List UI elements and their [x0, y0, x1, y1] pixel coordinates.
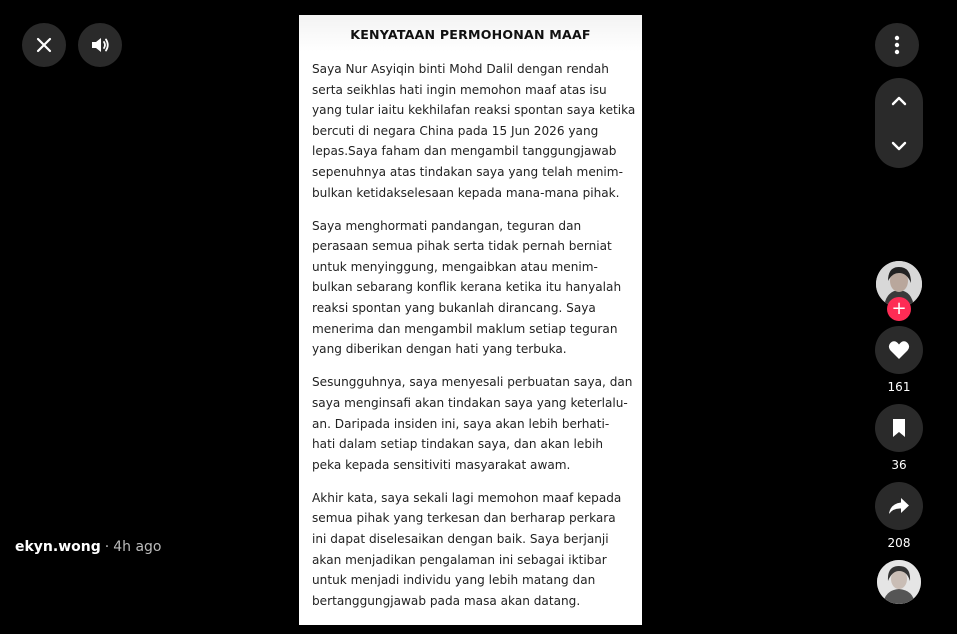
save-count: 36: [891, 458, 907, 472]
like-count: 161: [887, 380, 911, 394]
document-line: untuk menjadi individu yang lebih matang dan: [312, 573, 596, 588]
document-line: bercuti di negara China pada 15 Jun 2026 yang: [312, 123, 599, 138]
document-line: bertanggungjawab pada masa akan datang.: [312, 593, 581, 608]
more-options-button[interactable]: [875, 23, 919, 67]
previous-video-button[interactable]: [875, 78, 923, 123]
document-line: hati dalam setiap tindakan saya, dan akan lebih: [312, 437, 604, 452]
document-line: perasaan semua pihak serta tidak pernah berniat: [312, 239, 612, 254]
chevron-down-icon: [891, 136, 907, 155]
document-line: yang tular iaitu kekhilafan reaksi spontan saya ketika: [312, 103, 636, 118]
document-title: KENYATAAN PERMOHONAN MAAF: [350, 27, 591, 42]
share-count: 208: [887, 536, 911, 550]
video-author-info: [15, 539, 161, 555]
document-line: saya menginsafi akan tindakan saya yang keterlalu-: [312, 395, 628, 410]
close-icon: [36, 37, 52, 53]
document-line: an. Daripada insiden ini, saya akan lebih berhati-: [312, 416, 610, 431]
more-vertical-icon: [894, 35, 900, 55]
close-button[interactable]: [22, 23, 66, 67]
heart-icon: [888, 340, 910, 360]
document-line: menerima dan mengambil maklum setiap teguran: [312, 321, 618, 336]
share-button[interactable]: [875, 482, 923, 530]
document-line: Sesungguhnya, saya menyesali perbuatan saya, dan: [312, 375, 633, 390]
bookmark-icon: [891, 418, 907, 438]
document-line: Akhir kata, saya sekali lagi memohon maaf kepada: [312, 490, 622, 505]
like-button[interactable]: [875, 326, 923, 374]
document-line: semua pihak yang terkesan dan berharap perkara: [312, 511, 616, 526]
document-paragraph: [312, 372, 632, 475]
document-line: Saya menghormati pandangan, teguran dan: [312, 218, 582, 233]
author-separator: ·: [104, 539, 110, 555]
follow-button[interactable]: +: [887, 297, 911, 321]
document-paragraph: [312, 488, 632, 612]
document-paragraph: [312, 216, 632, 360]
author-username[interactable]: ekyn.wong: [15, 539, 101, 555]
document-line: yang diberikan dengan hati yang terbuka.: [312, 342, 567, 357]
document-line: ini dapat diselesaikan dengan baik. Saya berjanji: [312, 531, 609, 546]
document-line: untuk menyinggung, mengaibkan atau menim-: [312, 259, 598, 274]
document-line: bulkan ketidakselesaan kepada mana-mana pihak.: [312, 185, 620, 200]
document-line: lepas.Saya faham dan mengambil tanggungjawab: [312, 144, 617, 159]
video-frame[interactable]: [299, 15, 642, 625]
document-line: Saya Nur Asyiqin binti Mohd Dalil dengan rendah: [312, 62, 609, 76]
document-paragraph: [312, 59, 636, 203]
document-line: serta seikhlas hati ingin memohon maaf atas isu: [312, 82, 607, 97]
post-time: 4h ago: [113, 539, 162, 555]
volume-icon: [90, 36, 110, 54]
document-line: bulkan sebarang konflik kerana ketika itu hanyalah: [312, 280, 622, 295]
document-line: akan menjadikan pengalaman ini sebagai iktibar: [312, 552, 607, 567]
chevron-up-icon: [891, 91, 907, 110]
save-button[interactable]: [875, 404, 923, 452]
document-line: sepenuhnya atas tindakan saya yang telah menim-: [312, 164, 623, 179]
music-disc-icon: [877, 589, 921, 604]
sound-avatar[interactable]: [877, 560, 921, 604]
document-line: peka kepada sensitiviti masyarakat awam.: [312, 457, 571, 472]
video-navigation: [875, 78, 923, 168]
document-body: [312, 59, 636, 624]
next-video-button[interactable]: [875, 123, 923, 168]
share-icon: [888, 497, 910, 515]
document-line: reaksi spontan yang bukanlah dirancang. Saya: [312, 301, 596, 316]
volume-button[interactable]: [78, 23, 122, 67]
